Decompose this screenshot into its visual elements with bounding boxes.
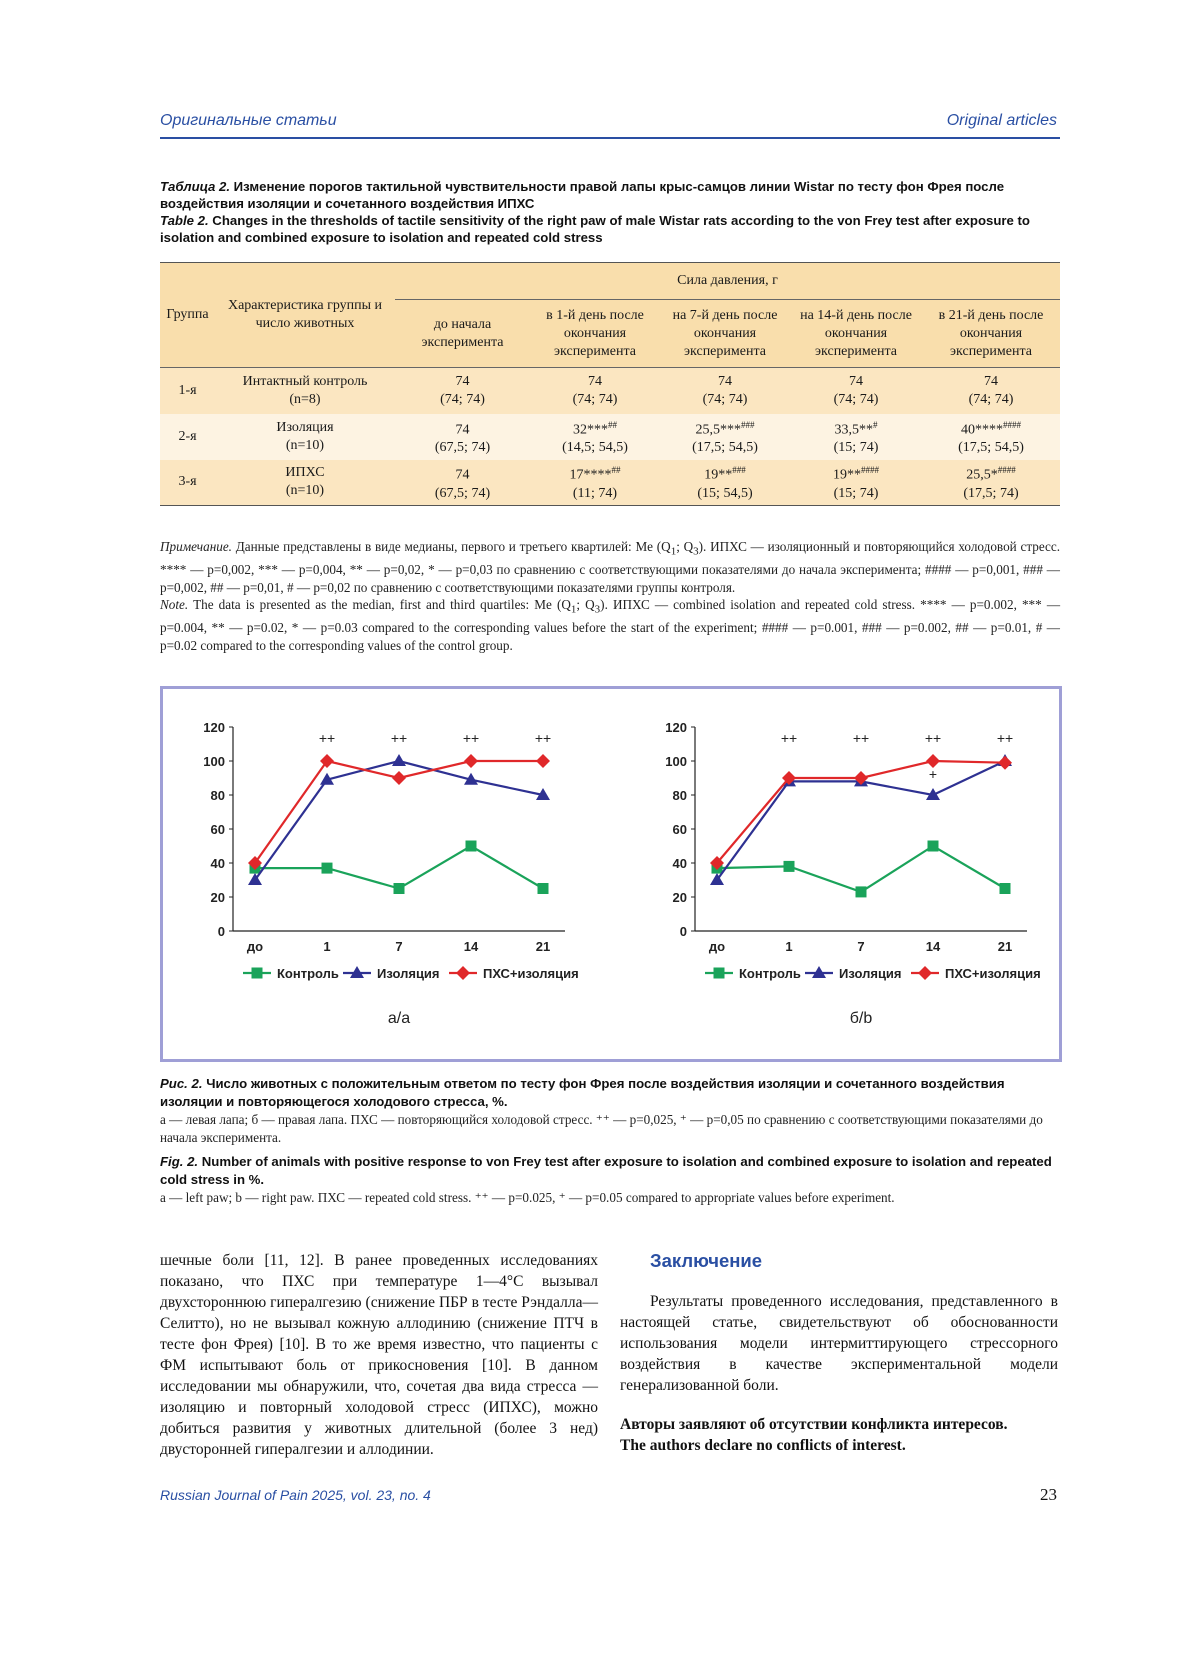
legend-label: Изоляция — [839, 966, 902, 981]
x-tick-label: 21 — [997, 939, 1013, 954]
th-day7: на 7-й день после окончания эксперимента — [660, 300, 790, 368]
legend-label: Контроль — [277, 966, 339, 981]
header-rule — [160, 137, 1060, 139]
data-point — [928, 841, 939, 852]
cell-value: 25,5***### (17,5; 54,5) — [692, 419, 758, 456]
x-tick-label: до — [708, 939, 726, 954]
y-tick-label: 0 — [217, 924, 225, 939]
y-tick-label: 100 — [203, 754, 225, 769]
th-day1: в 1-й день после окончания эксперимента — [530, 300, 660, 368]
series-line — [255, 846, 543, 889]
y-tick-label: 120 — [665, 720, 687, 735]
figure-subcaption-en: a — left paw; b — right paw. ПХС — repeated cold stress. ⁺⁺ — p=0.025, ⁺ — p=0.05 compared to appropriate values before experiment. — [160, 1190, 895, 1205]
data-point — [392, 754, 406, 766]
x-tick-label: 7 — [857, 939, 865, 954]
x-tick-label: 14 — [925, 939, 941, 954]
y-tick-label: 60 — [672, 822, 687, 837]
significance-annotation: ++ — [534, 730, 552, 746]
legend-marker — [918, 966, 932, 980]
chart-left-paw — [183, 709, 593, 1039]
cell-group: 1-я — [178, 382, 197, 398]
data-point — [464, 754, 478, 768]
significance-annotation: ++ — [996, 730, 1014, 746]
cell-value: 32***## (14,5; 54,5) — [562, 419, 628, 456]
y-tick-label: 20 — [210, 890, 225, 905]
data-point — [538, 883, 549, 894]
legend-label: Изоляция — [377, 966, 440, 981]
y-tick-label: 80 — [210, 788, 225, 803]
cell-value: 74 (74; 74) — [833, 373, 879, 407]
panel-label: а/a — [387, 1010, 411, 1027]
th-day21: в 21-й день после окончания эксперимента — [922, 300, 1060, 368]
data-point — [392, 771, 406, 785]
th-day14: на 14-й день после окончания эксперимента — [790, 300, 922, 368]
y-tick-label: 120 — [203, 720, 225, 735]
figure-caption — [160, 1075, 1060, 1207]
data-point — [784, 861, 795, 872]
y-tick-label: 0 — [679, 924, 687, 939]
legend-marker — [252, 968, 263, 979]
conflict-en: The authors declare no conflicts of interest. — [620, 1437, 906, 1454]
results-table — [160, 262, 1060, 506]
conflict-ru: Авторы заявляют об отсутствии конфликта интересов. — [620, 1416, 1008, 1433]
cell-value: 19**#### (15; 74) — [833, 465, 879, 502]
cell-value: 74 (74; 74) — [702, 373, 748, 407]
th-group: Группа — [166, 307, 209, 322]
significance-annotation: + — [928, 766, 938, 782]
figure-caption-en: Fig. 2. Number of animals with positive response to von Frey test after exposure to isolation and combined exposure to isolation and repeated cold stress in %. — [160, 1154, 1052, 1187]
chart-right-paw — [645, 709, 1055, 1039]
table-caption — [160, 178, 1060, 246]
legend-label: ПХС+изоляция — [483, 966, 579, 981]
panel-label: б/b — [849, 1010, 873, 1027]
y-tick-label: 20 — [672, 890, 687, 905]
running-header-left: Оригинальные статьи — [160, 112, 337, 129]
cell-characteristic: ИПХС (n=10) — [285, 465, 325, 499]
table-note-en: Note. The data is presented as the median, first and third quartiles: Me ($Q_1$; $Q_3$). ИПХС — combined isolation and repeated cold stress. **** — p=0.002, *** — p=0.004, ** — p=0.02, * — p=0.03 compared to the corresponding values before the start of the experiment; #### — p=0.001, ### — p=0.002, ## — p=0.01, # — p=0.02 compared to the corresponding values of the control group. — [160, 597, 1061, 653]
x-tick-label: 1 — [323, 939, 331, 954]
table-note-ru: Примечание. Данные представлены в виде медианы, первого и третьего квартилей: Me ($Q_1$; $Q_3$). ИПХС — изоляционный и повторяющийся холодовой стресс. **** — p=0,002, *** — p=0,004, ** — p=0,02, * — p=0,03 по сравнению с соответствующими показателями до начала эксперимента; #### — p=0,001, ### — p=0,002, ## — p=0,01, # — p=0,02 по сравнению с соответствующими показателями группы контроля. — [160, 539, 1061, 595]
x-tick-label: 14 — [463, 939, 479, 954]
figure-caption-ru: Рис. 2. Число животных с положительным ответом по тесту фон Фрея после воздействия изоляции и сочетанного воздействия изоляции и повторяющегося холодового стресса, %. — [160, 1076, 1005, 1109]
figure-box — [160, 686, 1062, 1062]
significance-annotation: ++ — [318, 730, 336, 746]
data-point — [1000, 883, 1011, 894]
th-characteristic: Характеристика группы и число животных — [227, 298, 383, 331]
table-caption-en: Table 2. Changes in the thresholds of tactile sensitivity of the right paw of male Wistar rats according to the von Frey test after exposure to isolation and combined exposure to isolation and repeated cold stress — [160, 213, 1030, 245]
cell-characteristic: Изоляция (n=10) — [276, 419, 334, 453]
cell-value: 74 (74; 74) — [572, 373, 618, 407]
cell-value: 74 (67,5; 74) — [434, 468, 491, 502]
figure-subcaption-ru: а — левая лапа; б — правая лапа. ПХС — повторяющийся холодовой стресс. ⁺⁺ — p=0,025, ⁺ — p=0,05 по сравнению с соответствующими показателями до начала эксперимента. — [160, 1112, 1043, 1145]
x-tick-label: 1 — [785, 939, 793, 954]
data-point — [394, 883, 405, 894]
y-tick-label: 80 — [672, 788, 687, 803]
data-point — [322, 863, 333, 874]
data-point — [320, 754, 334, 768]
cell-characteristic: Интактный контроль (n=8) — [242, 373, 368, 407]
y-tick-label: 40 — [672, 856, 687, 871]
significance-annotation: ++ — [462, 730, 480, 746]
significance-annotation: ++ — [780, 730, 798, 746]
conflict-statement — [620, 1414, 1058, 1456]
cell-value: 74 (67,5; 74) — [434, 422, 491, 456]
table-caption-ru: Таблица 2. Изменение порогов тактильной чувствительности правой лапы крыс-самцов линии Wistar по тесту фон Фрея после воздействия изоляции и сочетанного воздействия ИПХС — [160, 179, 1005, 211]
footer-journal: Russian Journal of Pain 2025, vol. 23, no. 4 — [160, 1487, 431, 1503]
data-point — [998, 756, 1012, 770]
significance-annotation: ++ — [852, 730, 870, 746]
data-point — [856, 886, 867, 897]
conclusion-text: Результаты проведенного исследования, представленного в настоящей статье, свидетельствуют об обоснованности использования модели интермиттирующего стрессорного воздействия в качестве экспериментальной модели генерализованной боли. — [620, 1293, 1058, 1394]
legend-marker — [456, 966, 470, 980]
table-row — [160, 368, 1060, 414]
legend-marker — [714, 968, 725, 979]
th-pressure: Сила давления, г — [677, 273, 778, 288]
cell-value: 25,5*#### (17,5; 74) — [963, 465, 1019, 502]
th-before: до начала эксперимента — [395, 300, 530, 368]
cell-value: 74 (74; 74) — [968, 373, 1014, 407]
x-tick-label: 21 — [535, 939, 551, 954]
cell-value: 17****## (11; 74) — [569, 465, 621, 502]
y-tick-label: 40 — [210, 856, 225, 871]
page-number: 23 — [1040, 1485, 1057, 1504]
y-tick-label: 100 — [665, 754, 687, 769]
series-line — [717, 846, 1005, 892]
cell-value: 74 (74; 74) — [440, 373, 485, 407]
cell-value: 40****#### (17,5; 54,5) — [958, 419, 1024, 456]
running-header-right: Original articles — [946, 112, 1057, 129]
significance-annotation: ++ — [924, 730, 942, 746]
data-point — [466, 841, 477, 852]
significance-annotation: ++ — [390, 730, 408, 746]
body-text-left: шечные боли [11, 12]. В ранее проведенных исследованиях показано, что ПХС при температуре 1—4°С вызывал двухстороннюю гипералгезию (снижение ПБР в тесте Рэндалла—Селитто), но не вызывал кожную аллодинию (снижение ПТЧ в тесте фон Фрея) [10]. В то же время известно, что пациенты с ФМ испытывают боль от прикосновения [10]. В данном исследовании мы обнаружили, что, сочетая два вида стресса — изоляцию и повторный холодовой стресс (ИПХС), можно добиться развития у животных длительной (более 3 нед) двусторонней гипералгезии и аллодинии. — [160, 1252, 598, 1458]
legend-label: Контроль — [739, 966, 801, 981]
cell-group: 3-я — [178, 474, 197, 490]
x-tick-label: до — [246, 939, 264, 954]
legend-label: ПХС+изоляция — [945, 966, 1041, 981]
conclusion-heading: Заключение — [650, 1250, 763, 1271]
x-tick-label: 7 — [395, 939, 403, 954]
cell-group: 2-я — [178, 428, 197, 444]
cell-value: 19**### (15; 54,5) — [697, 465, 753, 502]
y-tick-label: 60 — [210, 822, 225, 837]
table-row — [160, 414, 1060, 460]
cell-value: 33,5**# (15; 74) — [833, 419, 879, 456]
data-point — [536, 754, 550, 768]
table-row — [160, 460, 1060, 506]
